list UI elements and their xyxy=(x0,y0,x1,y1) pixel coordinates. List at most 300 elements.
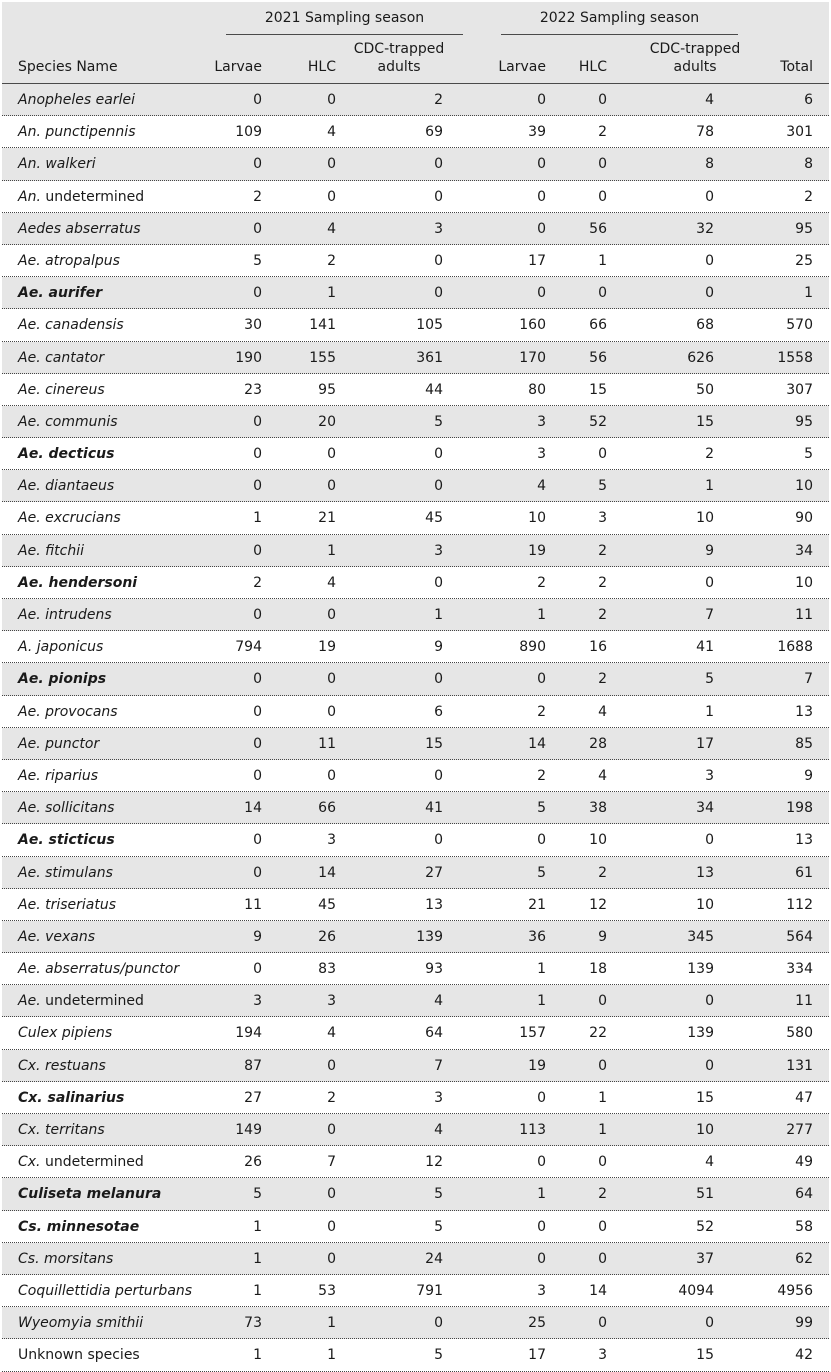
species-name-italic: Wyeomyia smithii xyxy=(18,1315,144,1332)
species-name-italic: A. japonicus xyxy=(18,639,104,656)
species-name-cell xyxy=(18,124,136,140)
group-header-2021: 2021 Sampling season xyxy=(264,10,425,26)
hlc-2022-cell: 0 xyxy=(598,1218,607,1235)
cdc-2022-cell: 10 xyxy=(696,896,714,913)
species-name-cell xyxy=(18,156,96,172)
total-cell: 11 xyxy=(795,607,813,623)
hlc-2022-cell: 14 xyxy=(589,1282,607,1299)
cdc-2022-cell: 0 xyxy=(705,574,714,591)
larvae-2021-cell: 14 xyxy=(244,800,262,817)
total-cell: 277 xyxy=(786,1122,813,1138)
cdc-2022-cell: 37 xyxy=(696,1250,714,1267)
larvae-2021-cell: 0 xyxy=(253,156,262,173)
cdc-2021-cell: 361 xyxy=(416,349,443,366)
larvae-2021-cell: 190 xyxy=(235,349,262,366)
table-row xyxy=(2,760,829,792)
species-name-cell xyxy=(18,639,103,655)
total-cell: 564 xyxy=(786,928,813,945)
table-row xyxy=(2,824,829,856)
hlc-2021-cell: 4 xyxy=(327,124,336,141)
species-name-cell xyxy=(18,1251,113,1267)
cdc-2022-cell: 13 xyxy=(696,864,714,881)
species-name-italic: Cs. minnesotae xyxy=(18,1218,140,1235)
total-cell: 13 xyxy=(795,832,813,849)
cdc-2021-cell: 5 xyxy=(434,1186,443,1203)
species-name-italic: Ae. fitchii xyxy=(18,542,84,559)
hlc-2022-cell: 5 xyxy=(598,478,607,495)
hlc-2021-cell: 0 xyxy=(327,478,336,495)
species-name-italic: Ae. pionips xyxy=(18,671,107,688)
hlc-2022-cell: 2 xyxy=(598,1186,607,1203)
larvae-2021-cell: 23 xyxy=(244,381,262,398)
cdc-2021-cell: 41 xyxy=(425,800,443,817)
hlc-2022-cell: 2 xyxy=(598,124,607,141)
cdc-2021-cell: 3 xyxy=(434,542,443,559)
cdc-2021-cell: 0 xyxy=(434,574,443,591)
species-name-cell xyxy=(18,478,114,494)
larvae-2022-header: Larvae xyxy=(498,59,546,75)
cdc-2022-cell: 9 xyxy=(705,542,714,559)
hlc-2021-cell: 0 xyxy=(327,703,336,720)
table-row xyxy=(2,535,829,567)
species-name-italic: Ae. hendersoni xyxy=(18,574,138,591)
cdc-2022-cell: 17 xyxy=(696,735,714,752)
larvae-2022-cell: 39 xyxy=(528,124,546,141)
cdc-2021-cell: 12 xyxy=(425,1154,443,1171)
species-name-italic: Ae. xyxy=(18,993,41,1010)
table-row xyxy=(2,1050,829,1082)
species-name-italic: Ae. canadensis xyxy=(18,317,124,334)
species-name-cell xyxy=(18,897,116,913)
species-name-italic: Ae. sollicitans xyxy=(18,800,115,817)
cdc-2022-cell: 0 xyxy=(705,1057,714,1074)
species-name-italic: Cx. territans xyxy=(18,1122,105,1138)
hlc-2022-cell: 28 xyxy=(589,735,607,752)
species-name-cell xyxy=(18,929,95,945)
table-row xyxy=(2,1146,829,1178)
total-cell: 25 xyxy=(795,252,813,269)
hlc-2022-cell: 0 xyxy=(598,1315,607,1332)
species-name-cell xyxy=(18,1186,161,1202)
larvae-2021-cell: 73 xyxy=(244,1315,262,1332)
hlc-2022-cell: 15 xyxy=(589,381,607,398)
total-cell: 8 xyxy=(804,156,813,173)
cdc-2021-cell: 4 xyxy=(434,1122,443,1138)
hlc-2021-cell: 1 xyxy=(327,1347,336,1364)
species-name-italic: Ae. excrucians xyxy=(18,510,121,527)
cdc-2022-cell: 139 xyxy=(687,1025,714,1042)
hlc-2021-cell: 4 xyxy=(327,220,336,237)
larvae-2021-cell: 1 xyxy=(253,1347,262,1364)
total-header: Total xyxy=(780,59,813,75)
larvae-2021-cell: 0 xyxy=(253,478,262,495)
larvae-2021-cell: 0 xyxy=(253,220,262,237)
total-cell: 85 xyxy=(795,735,813,752)
cdc-2021-cell: 791 xyxy=(416,1282,443,1299)
cdc-2022-cell: 68 xyxy=(696,317,714,334)
hlc-2021-cell: 0 xyxy=(327,446,336,463)
larvae-2022-cell: 1 xyxy=(537,961,546,978)
total-cell: 62 xyxy=(795,1250,813,1267)
larvae-2021-cell: 0 xyxy=(253,864,262,881)
larvae-2021-cell: 0 xyxy=(253,961,262,978)
larvae-2022-cell: 0 xyxy=(537,671,546,688)
hlc-2022-cell: 2 xyxy=(598,864,607,881)
cdc-2021-cell: 0 xyxy=(434,252,443,269)
total-cell: 64 xyxy=(795,1186,813,1203)
cdc-2021-cell: 105 xyxy=(416,317,443,334)
hlc-2021-cell: 95 xyxy=(318,381,336,398)
species-name-plain: undetermined xyxy=(40,993,144,1010)
species-name-cell xyxy=(18,446,114,462)
species-name-cell xyxy=(18,1219,139,1235)
hlc-2021-cell: 0 xyxy=(327,1122,336,1138)
cdc-2021-cell: 0 xyxy=(434,188,443,205)
cdc-2022-cell: 52 xyxy=(696,1218,714,1235)
hlc-2021-cell: 0 xyxy=(327,1250,336,1267)
hlc-2021-cell: 0 xyxy=(327,1057,336,1074)
larvae-2021-cell: 0 xyxy=(253,542,262,559)
cdc-2022-header-line2: adults xyxy=(673,59,717,75)
hlc-2022-cell: 4 xyxy=(598,767,607,784)
larvae-2021-cell: 1 xyxy=(253,1282,262,1299)
hlc-2021-cell: 66 xyxy=(318,800,336,817)
larvae-2021-cell: 109 xyxy=(235,124,262,141)
species-name-italic: Ae. sticticus xyxy=(18,832,115,849)
hlc-2021-cell: 0 xyxy=(327,767,336,784)
cdc-2021-cell: 93 xyxy=(425,961,443,978)
species-name-cell xyxy=(18,1154,144,1170)
larvae-2021-cell: 9 xyxy=(253,928,262,945)
hlc-2021-cell: 3 xyxy=(327,832,336,849)
hlc-2022-cell: 56 xyxy=(589,349,607,366)
species-name-cell xyxy=(18,543,84,559)
cdc-2021-cell: 69 xyxy=(425,124,443,141)
larvae-2022-cell: 0 xyxy=(537,1218,546,1235)
total-cell: 4956 xyxy=(777,1282,813,1299)
table-row xyxy=(2,1243,829,1275)
species-name-cell xyxy=(18,800,114,816)
hlc-2021-cell: 0 xyxy=(327,188,336,205)
cdc-2021-cell: 9 xyxy=(434,639,443,656)
hlc-2021-cell: 0 xyxy=(327,1186,336,1203)
hlc-2022-cell: 1 xyxy=(598,1089,607,1106)
hlc-2022-cell: 0 xyxy=(598,156,607,173)
larvae-2021-cell: 0 xyxy=(253,703,262,720)
species-name-plain: undetermined xyxy=(40,1154,144,1171)
cdc-2022-cell: 51 xyxy=(696,1186,714,1203)
table-row xyxy=(2,567,829,599)
total-cell: 95 xyxy=(795,220,813,237)
larvae-2021-cell: 0 xyxy=(253,413,262,430)
table-row xyxy=(2,728,829,760)
table-row xyxy=(2,181,829,213)
table-row xyxy=(2,663,829,695)
species-name-italic: Culiseta melanura xyxy=(18,1186,162,1203)
larvae-2022-cell: 36 xyxy=(528,928,546,945)
species-name-cell xyxy=(18,510,121,526)
hlc-2022-cell: 10 xyxy=(589,832,607,849)
table-row xyxy=(2,502,829,534)
species-name-italic: Ae. aurifer xyxy=(18,285,103,302)
larvae-2021-cell: 27 xyxy=(244,1089,262,1106)
larvae-2021-cell: 2 xyxy=(253,188,262,205)
larvae-2021-cell: 794 xyxy=(235,639,262,656)
larvae-2021-cell: 1 xyxy=(253,510,262,527)
table-row xyxy=(2,1307,829,1339)
hlc-2022-cell: 2 xyxy=(598,671,607,688)
species-name-plain: Unknown species xyxy=(18,1347,140,1364)
cdc-2022-cell: 3 xyxy=(705,767,714,784)
group-underline-2022 xyxy=(501,34,738,35)
larvae-2022-cell: 0 xyxy=(537,92,546,108)
cdc-2021-cell: 3 xyxy=(434,1089,443,1106)
cdc-2022-cell: 34 xyxy=(696,800,714,817)
larvae-2022-cell: 1 xyxy=(537,1186,546,1203)
total-cell: 1558 xyxy=(777,349,813,366)
hlc-2021-cell: 1 xyxy=(327,1315,336,1332)
hlc-2021-cell: 141 xyxy=(309,317,336,334)
cdc-2021-cell: 0 xyxy=(434,156,443,173)
species-name-cell xyxy=(18,993,144,1009)
larvae-2022-cell: 0 xyxy=(537,220,546,237)
larvae-2021-cell: 5 xyxy=(253,1186,262,1203)
hlc-2022-cell: 0 xyxy=(598,285,607,302)
species-name-cell xyxy=(18,607,112,623)
table-row xyxy=(2,213,829,245)
total-cell: 307 xyxy=(786,381,813,398)
cdc-2022-cell: 15 xyxy=(696,413,714,430)
species-name-header: Species Name xyxy=(18,59,118,75)
larvae-2022-cell: 0 xyxy=(537,156,546,173)
larvae-2021-cell: 0 xyxy=(253,92,262,108)
species-name-cell xyxy=(18,1122,105,1138)
table-row xyxy=(2,1017,829,1049)
cdc-2022-cell: 15 xyxy=(696,1089,714,1106)
hlc-2021-cell: 11 xyxy=(318,735,336,752)
species-table xyxy=(2,2,829,1372)
hlc-2021-cell: 0 xyxy=(327,1218,336,1235)
larvae-2022-cell: 3 xyxy=(537,413,546,430)
species-name-cell xyxy=(18,414,118,430)
hlc-2021-cell: 4 xyxy=(327,574,336,591)
cdc-2022-cell: 0 xyxy=(705,285,714,302)
larvae-2021-cell: 11 xyxy=(244,896,262,913)
species-name-cell xyxy=(18,253,120,269)
total-cell: 34 xyxy=(795,542,813,559)
larvae-2021-cell: 30 xyxy=(244,317,262,334)
cdc-2022-cell: 4094 xyxy=(678,1282,714,1299)
total-cell: 6 xyxy=(804,92,813,108)
larvae-2022-cell: 19 xyxy=(528,542,546,559)
table-row xyxy=(2,1114,829,1146)
larvae-2021-cell: 0 xyxy=(253,767,262,784)
species-name-italic: Cx. restuans xyxy=(18,1057,106,1074)
hlc-2022-cell: 2 xyxy=(598,574,607,591)
total-cell: 301 xyxy=(786,124,813,141)
species-name-italic: Anopheles earlei xyxy=(18,92,135,108)
hlc-2021-cell: 83 xyxy=(318,961,336,978)
table-row xyxy=(2,470,829,502)
total-cell: 570 xyxy=(786,317,813,334)
table-row xyxy=(2,84,829,116)
cdc-2021-cell: 0 xyxy=(434,767,443,784)
larvae-2022-cell: 0 xyxy=(537,1089,546,1106)
hlc-2022-cell: 0 xyxy=(598,446,607,463)
cdc-2022-cell: 10 xyxy=(696,510,714,527)
species-name-cell xyxy=(18,961,179,977)
table-row xyxy=(2,148,829,180)
table-row xyxy=(2,792,829,824)
larvae-2022-cell: 5 xyxy=(537,800,546,817)
species-name-cell xyxy=(18,285,102,301)
table-row xyxy=(2,374,829,406)
total-cell: 95 xyxy=(795,413,813,430)
species-name-italic: Ae. decticus xyxy=(18,446,115,463)
species-name-cell xyxy=(18,1025,112,1041)
species-name-italic: Ae. triseriatus xyxy=(18,896,117,913)
table-row xyxy=(2,406,829,438)
hlc-2022-cell: 0 xyxy=(598,1057,607,1074)
species-name-cell xyxy=(18,704,118,720)
species-name-cell xyxy=(18,575,137,591)
species-name-cell xyxy=(18,736,99,752)
species-name-cell xyxy=(18,832,115,848)
larvae-2022-cell: 19 xyxy=(528,1057,546,1074)
total-cell: 334 xyxy=(786,961,813,978)
table-row xyxy=(2,1082,829,1114)
hlc-2021-cell: 20 xyxy=(318,413,336,430)
hlc-2021-cell: 4 xyxy=(327,1025,336,1042)
hlc-2022-cell: 0 xyxy=(598,1250,607,1267)
hlc-2022-cell: 52 xyxy=(589,413,607,430)
larvae-2022-cell: 21 xyxy=(528,896,546,913)
hlc-2022-cell: 4 xyxy=(598,703,607,720)
species-name-italic: Cs. morsitans xyxy=(18,1250,114,1267)
species-name-cell xyxy=(18,350,104,366)
table-row xyxy=(2,631,829,663)
larvae-2021-cell: 2 xyxy=(253,574,262,591)
cdc-2022-cell: 0 xyxy=(705,832,714,849)
species-name-italic: Ae. abserratus/punctor xyxy=(18,961,180,978)
cdc-2021-cell: 27 xyxy=(425,864,443,881)
species-name-cell xyxy=(18,221,141,237)
species-name-cell xyxy=(18,1058,106,1074)
total-cell: 7 xyxy=(804,671,813,688)
total-cell: 5 xyxy=(804,446,813,463)
species-name-italic: An. punctipennis xyxy=(18,124,136,141)
hlc-2021-header: HLC xyxy=(307,59,336,75)
total-cell: 10 xyxy=(795,478,813,495)
larvae-2022-cell: 160 xyxy=(519,317,546,334)
species-name-italic: Ae. provocans xyxy=(18,703,118,720)
cdc-2021-cell: 15 xyxy=(425,735,443,752)
cdc-2021-cell: 64 xyxy=(425,1025,443,1042)
cdc-2021-cell: 1 xyxy=(434,607,443,623)
total-cell: 58 xyxy=(795,1218,813,1235)
larvae-2021-cell: 0 xyxy=(253,832,262,849)
larvae-2022-cell: 113 xyxy=(519,1122,546,1138)
cdc-2022-cell: 5 xyxy=(705,671,714,688)
cdc-2022-cell: 2 xyxy=(705,446,714,463)
total-cell: 112 xyxy=(786,896,813,913)
cdc-2021-cell: 3 xyxy=(434,220,443,237)
table-row xyxy=(2,889,829,921)
table-row xyxy=(2,438,829,470)
group-underline-2021 xyxy=(226,34,463,35)
larvae-2022-cell: 17 xyxy=(528,252,546,269)
hlc-2021-cell: 7 xyxy=(327,1154,336,1171)
larvae-2021-cell: 3 xyxy=(253,993,262,1010)
total-cell: 10 xyxy=(795,574,813,591)
cdc-2022-cell: 0 xyxy=(705,993,714,1010)
table-row xyxy=(2,599,829,631)
species-name-italic: Culex pipiens xyxy=(18,1025,113,1042)
cdc-2022-cell: 50 xyxy=(696,381,714,398)
species-name-italic: Coquillettidia perturbans xyxy=(18,1282,193,1299)
larvae-2022-cell: 157 xyxy=(519,1025,546,1042)
cdc-2022-cell: 139 xyxy=(687,961,714,978)
species-name-cell xyxy=(18,1347,140,1363)
species-name-italic: Aedes abserratus xyxy=(18,220,141,237)
total-cell: 90 xyxy=(795,510,813,527)
cdc-2022-cell: 345 xyxy=(687,928,714,945)
hlc-2021-cell: 2 xyxy=(327,252,336,269)
larvae-2021-cell: 1 xyxy=(253,1250,262,1267)
hlc-2022-cell: 56 xyxy=(589,220,607,237)
larvae-2022-cell: 80 xyxy=(528,381,546,398)
larvae-2021-cell: 5 xyxy=(253,252,262,269)
hlc-2022-cell: 3 xyxy=(598,510,607,527)
larvae-2022-cell: 890 xyxy=(519,639,546,656)
table-row xyxy=(2,342,829,374)
cdc-2021-cell: 0 xyxy=(434,478,443,495)
species-name-cell xyxy=(18,865,113,881)
larvae-2022-cell: 3 xyxy=(537,1282,546,1299)
larvae-2022-cell: 5 xyxy=(537,864,546,881)
cdc-2022-cell: 0 xyxy=(705,188,714,205)
table-row xyxy=(2,857,829,889)
species-name-italic: Ae. cinereus xyxy=(18,381,105,398)
cdc-2021-cell: 5 xyxy=(434,1347,443,1364)
table-row xyxy=(2,245,829,277)
table-row xyxy=(2,953,829,985)
larvae-2021-header: Larvae xyxy=(214,59,262,75)
larvae-2021-cell: 194 xyxy=(235,1025,262,1042)
larvae-2021-cell: 149 xyxy=(235,1122,262,1138)
larvae-2021-cell: 26 xyxy=(244,1154,262,1171)
hlc-2021-cell: 14 xyxy=(318,864,336,881)
hlc-2022-cell: 38 xyxy=(589,800,607,817)
species-name-cell xyxy=(18,671,106,687)
total-cell: 13 xyxy=(795,703,813,720)
larvae-2022-cell: 0 xyxy=(537,832,546,849)
table-row xyxy=(2,309,829,341)
larvae-2022-cell: 170 xyxy=(519,349,546,366)
total-cell: 2 xyxy=(804,188,813,205)
cdc-2021-cell: 0 xyxy=(434,446,443,463)
hlc-2021-cell: 53 xyxy=(318,1282,336,1299)
table-row xyxy=(2,696,829,728)
species-name-italic: Cx. salinarius xyxy=(18,1089,125,1106)
hlc-2022-cell: 16 xyxy=(589,639,607,656)
cdc-2021-cell: 4 xyxy=(434,993,443,1010)
hlc-2021-cell: 1 xyxy=(327,542,336,559)
cdc-2022-cell: 15 xyxy=(696,1347,714,1364)
hlc-2021-cell: 3 xyxy=(327,993,336,1010)
species-name-italic: Ae. punctor xyxy=(18,735,100,752)
hlc-2021-cell: 45 xyxy=(318,896,336,913)
